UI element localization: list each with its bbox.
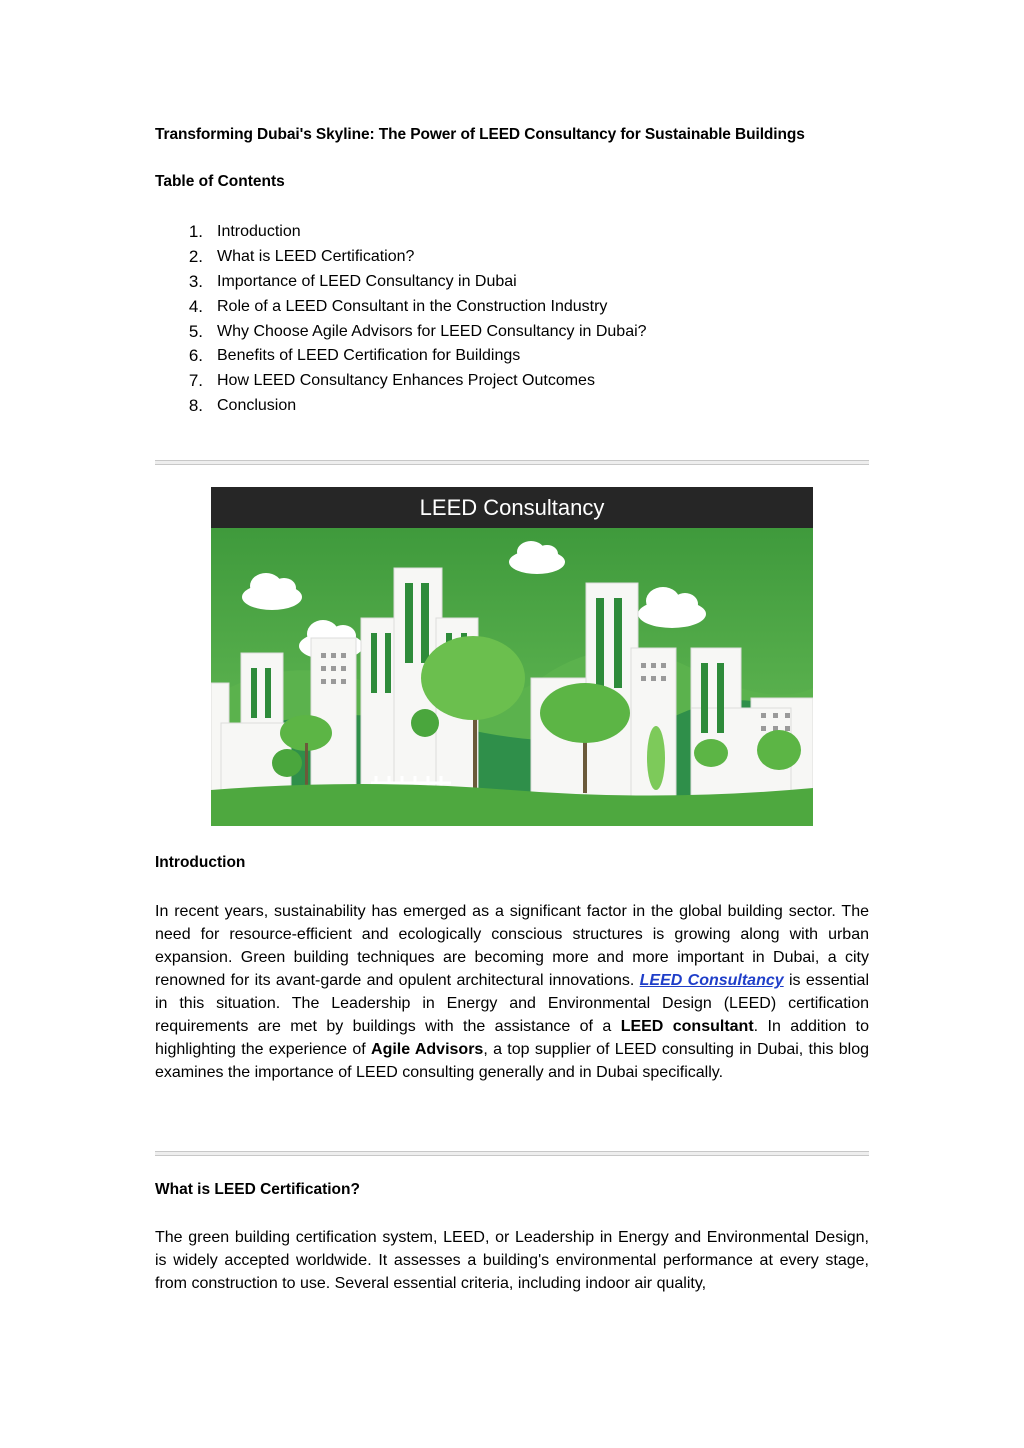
toc-heading: Table of Contents (155, 173, 285, 190)
toc-item (155, 369, 647, 394)
toc-item (155, 220, 647, 245)
toc-number: 5. (188, 321, 203, 341)
toc-label: Importance of LEED Consultancy in Dubai (217, 272, 517, 290)
toc-label: Why Choose Agile Advisors for LEED Consultancy in Dubai? (217, 322, 647, 340)
toc-label: What is LEED Certification? (217, 248, 415, 266)
table-of-contents (155, 220, 647, 418)
toc-number: 4. (188, 296, 203, 316)
horizontal-rule (155, 460, 869, 465)
toc-label: Role of a LEED Consultant in the Construction Industry (217, 297, 608, 315)
toc-label: Conclusion (217, 396, 297, 414)
green-city-illustration (211, 528, 813, 826)
intro-text: . In addition to highlighting the experience of (155, 1018, 870, 1058)
toc-number: 6. (188, 346, 203, 366)
toc-number: 2. (188, 247, 203, 267)
leed-banner-image (211, 487, 813, 826)
intro-text: , a top supplier of LEED consulting in Dubai, this blog examines the importance of LEED consulting generally and in Dubai specifically. (155, 1041, 870, 1081)
intro-text: is essential in this situation. The Leadership in Energy and Environmental Design (LEED) certification requirements are met by buildings with the assistance of a (155, 972, 870, 1035)
document-title: Transforming Dubai's Skyline: The Power of LEED Consultancy for Sustainable Buildings (155, 126, 805, 143)
leed-consultancy-link[interactable]: LEED Consultancy (639, 972, 784, 989)
horizontal-rule (155, 1151, 869, 1156)
toc-item (155, 344, 647, 369)
section-heading-what-is-leed: What is LEED Certification? (155, 1181, 360, 1198)
toc-item (155, 270, 647, 295)
toc-number: 1. (188, 222, 203, 242)
toc-number: 7. (188, 371, 203, 391)
what-is-leed-paragraph: The green building certification system, LEED, or Leadership in Energy and Environmental Design, is widely accepted worldwide. It assesses a building's environmental performance at every stage, from construction to use. Several essential criteria, including indoor air quality, (155, 1229, 869, 1292)
toc-item (155, 394, 647, 419)
agile-advisors-bold: Agile Advisors (371, 1041, 484, 1058)
toc-item (155, 245, 647, 270)
intro-text: In recent years, sustainability has emerged as a significant factor in the global building sector. The need for resource-efficient and ecologically conscious structures is growing along with urban expansion. Green building techniques are becoming more and more important in Dubai, a city renowned for its avant-garde and opulent architectural innovations. (155, 903, 869, 989)
toc-number: 3. (188, 271, 203, 291)
toc-label: How LEED Consultancy Enhances Project Outcomes (217, 372, 595, 390)
introduction-paragraph (155, 900, 869, 1084)
section-heading-introduction: Introduction (155, 854, 246, 871)
toc-label: Introduction (217, 223, 301, 241)
banner-title: LEED Consultancy (211, 487, 813, 528)
toc-label: Benefits of LEED Certification for Buildings (217, 347, 521, 365)
toc-number: 8. (188, 395, 203, 415)
toc-item (155, 294, 647, 319)
leed-consultant-bold: LEED consultant (620, 1018, 754, 1035)
toc-item (155, 319, 647, 344)
